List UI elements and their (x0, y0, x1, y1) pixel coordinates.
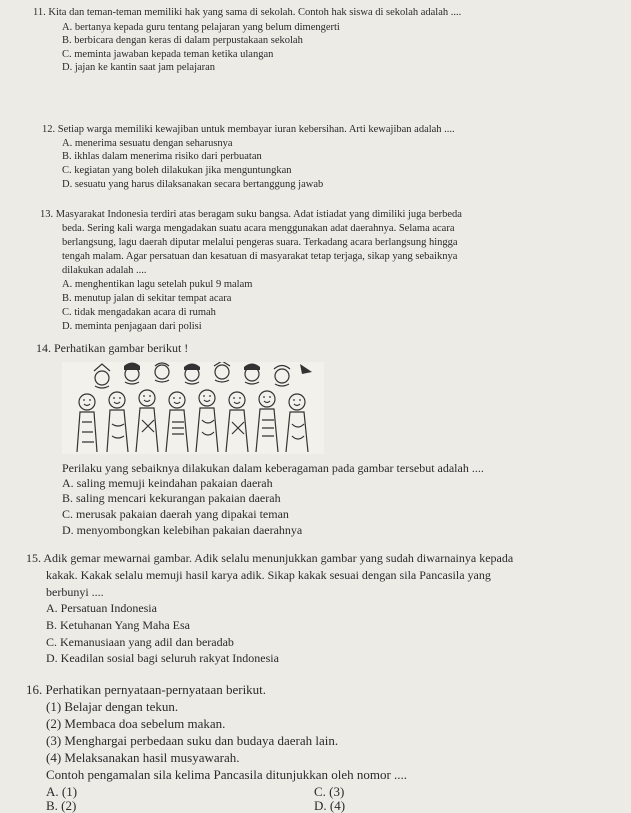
question-line: berlangsung, lagu daerah diputar melalui pengeras suara. Terkadang acara berlangsung hingga (62, 237, 458, 248)
question-line: dilakukan adalah .... (62, 265, 147, 276)
question-line: 13. Masyarakat Indonesia terdiri atas beragam suku bangsa. Adat istiadat yang dimiliki juga berbeda (40, 209, 462, 220)
option-c[interactable]: C. merusak pakaian daerah yang dipakai teman (62, 507, 289, 521)
traditional-costumes-illustration (62, 362, 324, 454)
question-intro: 16. Perhatikan pernyataan-pernyataan berikut. (26, 682, 267, 697)
option-b[interactable]: B. saling mencari kekurangan pakaian daerah (62, 491, 281, 505)
option-d[interactable]: D. Keadilan sosial bagi seluruh rakyat Indonesia (46, 651, 279, 665)
option-c[interactable]: C. meminta jawaban kepada teman ketika ulangan (62, 49, 274, 60)
option-b[interactable]: B. Ketuhanan Yang Maha Esa (46, 618, 190, 632)
option-d[interactable]: D. meminta penjagaan dari polisi (62, 321, 202, 332)
children-in-regional-costumes-drawing (62, 362, 324, 454)
option-a[interactable]: A. menerima sesuatu dengan seharusnya (62, 138, 233, 149)
statement-1: (1) Belajar dengan tekun. (46, 699, 179, 714)
option-a[interactable]: A. bertanya kepada guru tentang pelajaran yang belum dimengerti (62, 22, 340, 33)
question-intro: 14. Perhatikan gambar berikut ! (36, 341, 189, 355)
question-line: tengah malam. Agar persatuan dan kesatuan di masyarakat tetap terjaga, sikap yang sebaiknya (62, 251, 458, 262)
option-d[interactable]: D. (4) (314, 798, 346, 813)
option-a[interactable]: A. saling memuji keindahan pakaian daerah (62, 476, 273, 490)
option-b[interactable]: B. (2) (46, 798, 77, 813)
question-text: 12. Setiap warga memiliki kewajiban untuk membayar iuran kebersihan. Arti kewajiban adalah .... (42, 124, 455, 135)
statement-4: (4) Melaksanakan hasil musyawarah. (46, 750, 240, 765)
option-a[interactable]: A. (1) (46, 784, 78, 799)
option-d[interactable]: D. menyombongkan kelebihan pakaian daerahnya (62, 523, 303, 537)
option-d[interactable]: D. jajan ke kantin saat jam pelajaran (62, 62, 216, 73)
question-text: 11. Kita dan teman-teman memiliki hak yang sama di sekolah. Contoh hak siswa di sekolah adalah .... (33, 7, 462, 18)
option-d[interactable]: D. sesuatu yang harus dilaksanakan secara bertanggung jawab (62, 179, 324, 190)
option-b[interactable]: B. menutup jalan di sekitar tempat acara (62, 293, 232, 304)
statement-3: (3) Menghargai perbedaan suku dan budaya daerah lain. (46, 733, 339, 748)
statement-2: (2) Membaca doa sebelum makan. (46, 716, 226, 731)
option-c[interactable]: C. (3) (314, 784, 345, 799)
question-line: berbunyi .... (46, 585, 104, 599)
question-line: 15. Adik gemar mewarnai gambar. Adik selalu menunjukkan gambar yang sudah diwarnainya kepada (26, 551, 514, 565)
question-text: Contoh pengamalan sila kelima Pancasila ditunjukkan oleh nomor .... (46, 767, 408, 782)
option-b[interactable]: B. ikhlas dalam menerima risiko dari perbuatan (62, 151, 262, 162)
question-line: kakak. Kakak selalu memuji hasil karya adik. Sikap kakak sesuai dengan sila Pancasila yang (46, 568, 491, 582)
option-a[interactable]: A. Persatuan Indonesia (46, 601, 157, 615)
option-c[interactable]: C. kegiatan yang boleh dilakukan jika menguntungkan (62, 165, 292, 176)
option-c[interactable]: C. tidak mengadakan acara di rumah (62, 307, 216, 318)
question-text: Perilaku yang sebaiknya dilakukan dalam keberagaman pada gambar tersebut adalah .... (62, 461, 484, 475)
question-line: beda. Sering kali warga mengadakan suatu acara menggunakan adat daerahnya. Selama acara (62, 223, 455, 234)
option-c[interactable]: C. Kemanusiaan yang adil dan beradab (46, 635, 234, 649)
option-a[interactable]: A. menghentikan lagu setelah pukul 9 malam (62, 279, 253, 290)
option-b[interactable]: B. berbicara dengan keras di dalam perpustakaan sekolah (62, 35, 303, 46)
